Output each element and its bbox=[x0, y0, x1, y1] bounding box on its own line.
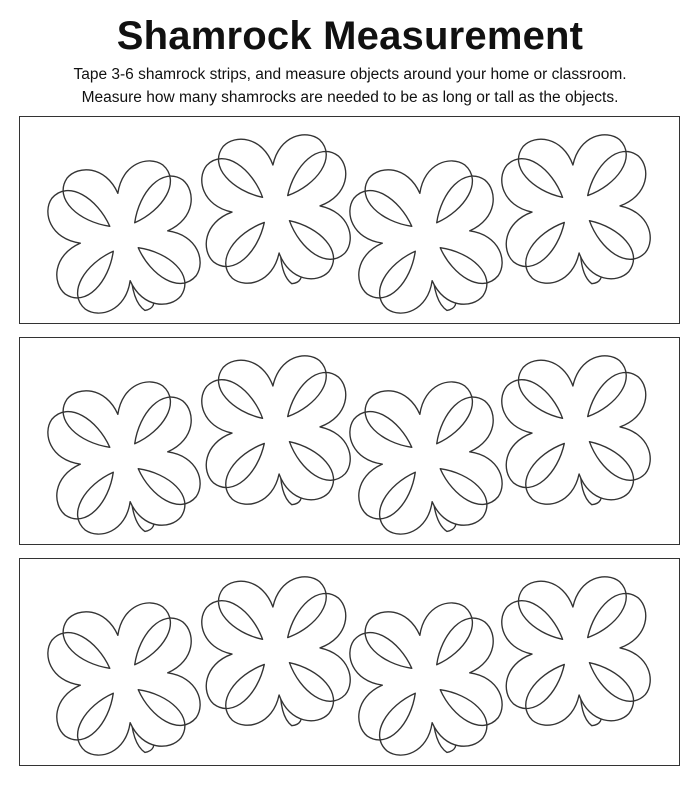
shamrock-leaves bbox=[199, 574, 353, 728]
instruction-line-2: Measure how many shamrocks are needed to be as long or tall as the objects. bbox=[81, 89, 619, 106]
shamrock-strip-1 bbox=[19, 116, 680, 324]
shamrock-outline bbox=[199, 353, 353, 510]
shamrock-leaves bbox=[499, 574, 653, 728]
shamrock-outline bbox=[199, 132, 353, 289]
shamrock-leaves bbox=[199, 353, 353, 507]
page-title: Shamrock Measurement bbox=[116, 14, 584, 58]
shamrock-outline bbox=[499, 132, 653, 289]
shamrock-outline bbox=[43, 377, 206, 543]
shamrock-leaves bbox=[499, 353, 653, 507]
shamrock-leaves bbox=[199, 132, 353, 286]
shamrock-outline bbox=[43, 156, 206, 322]
instruction-line-1: Tape 3-6 shamrock strips, and measure objects around your home or classroom. bbox=[73, 66, 627, 83]
shamrock-outline bbox=[499, 353, 653, 510]
shamrock-outline bbox=[499, 574, 653, 731]
shamrock-leaves bbox=[499, 132, 653, 286]
shamrock-outline bbox=[345, 377, 508, 543]
shamrock-strip-2 bbox=[19, 337, 680, 545]
shamrock-outline bbox=[345, 156, 508, 322]
shamrock-leaves bbox=[43, 377, 206, 540]
shamrock-leaves bbox=[43, 598, 206, 761]
shamrock-leaves bbox=[345, 377, 508, 540]
shamrock-leaves bbox=[345, 156, 508, 319]
shamrock-outline bbox=[199, 574, 353, 731]
shamrock-leaves bbox=[345, 598, 508, 761]
shamrock-leaves bbox=[43, 156, 206, 319]
shamrock-strip-3 bbox=[19, 558, 680, 766]
shamrock-outline bbox=[345, 598, 508, 764]
shamrock-outline bbox=[43, 598, 206, 764]
